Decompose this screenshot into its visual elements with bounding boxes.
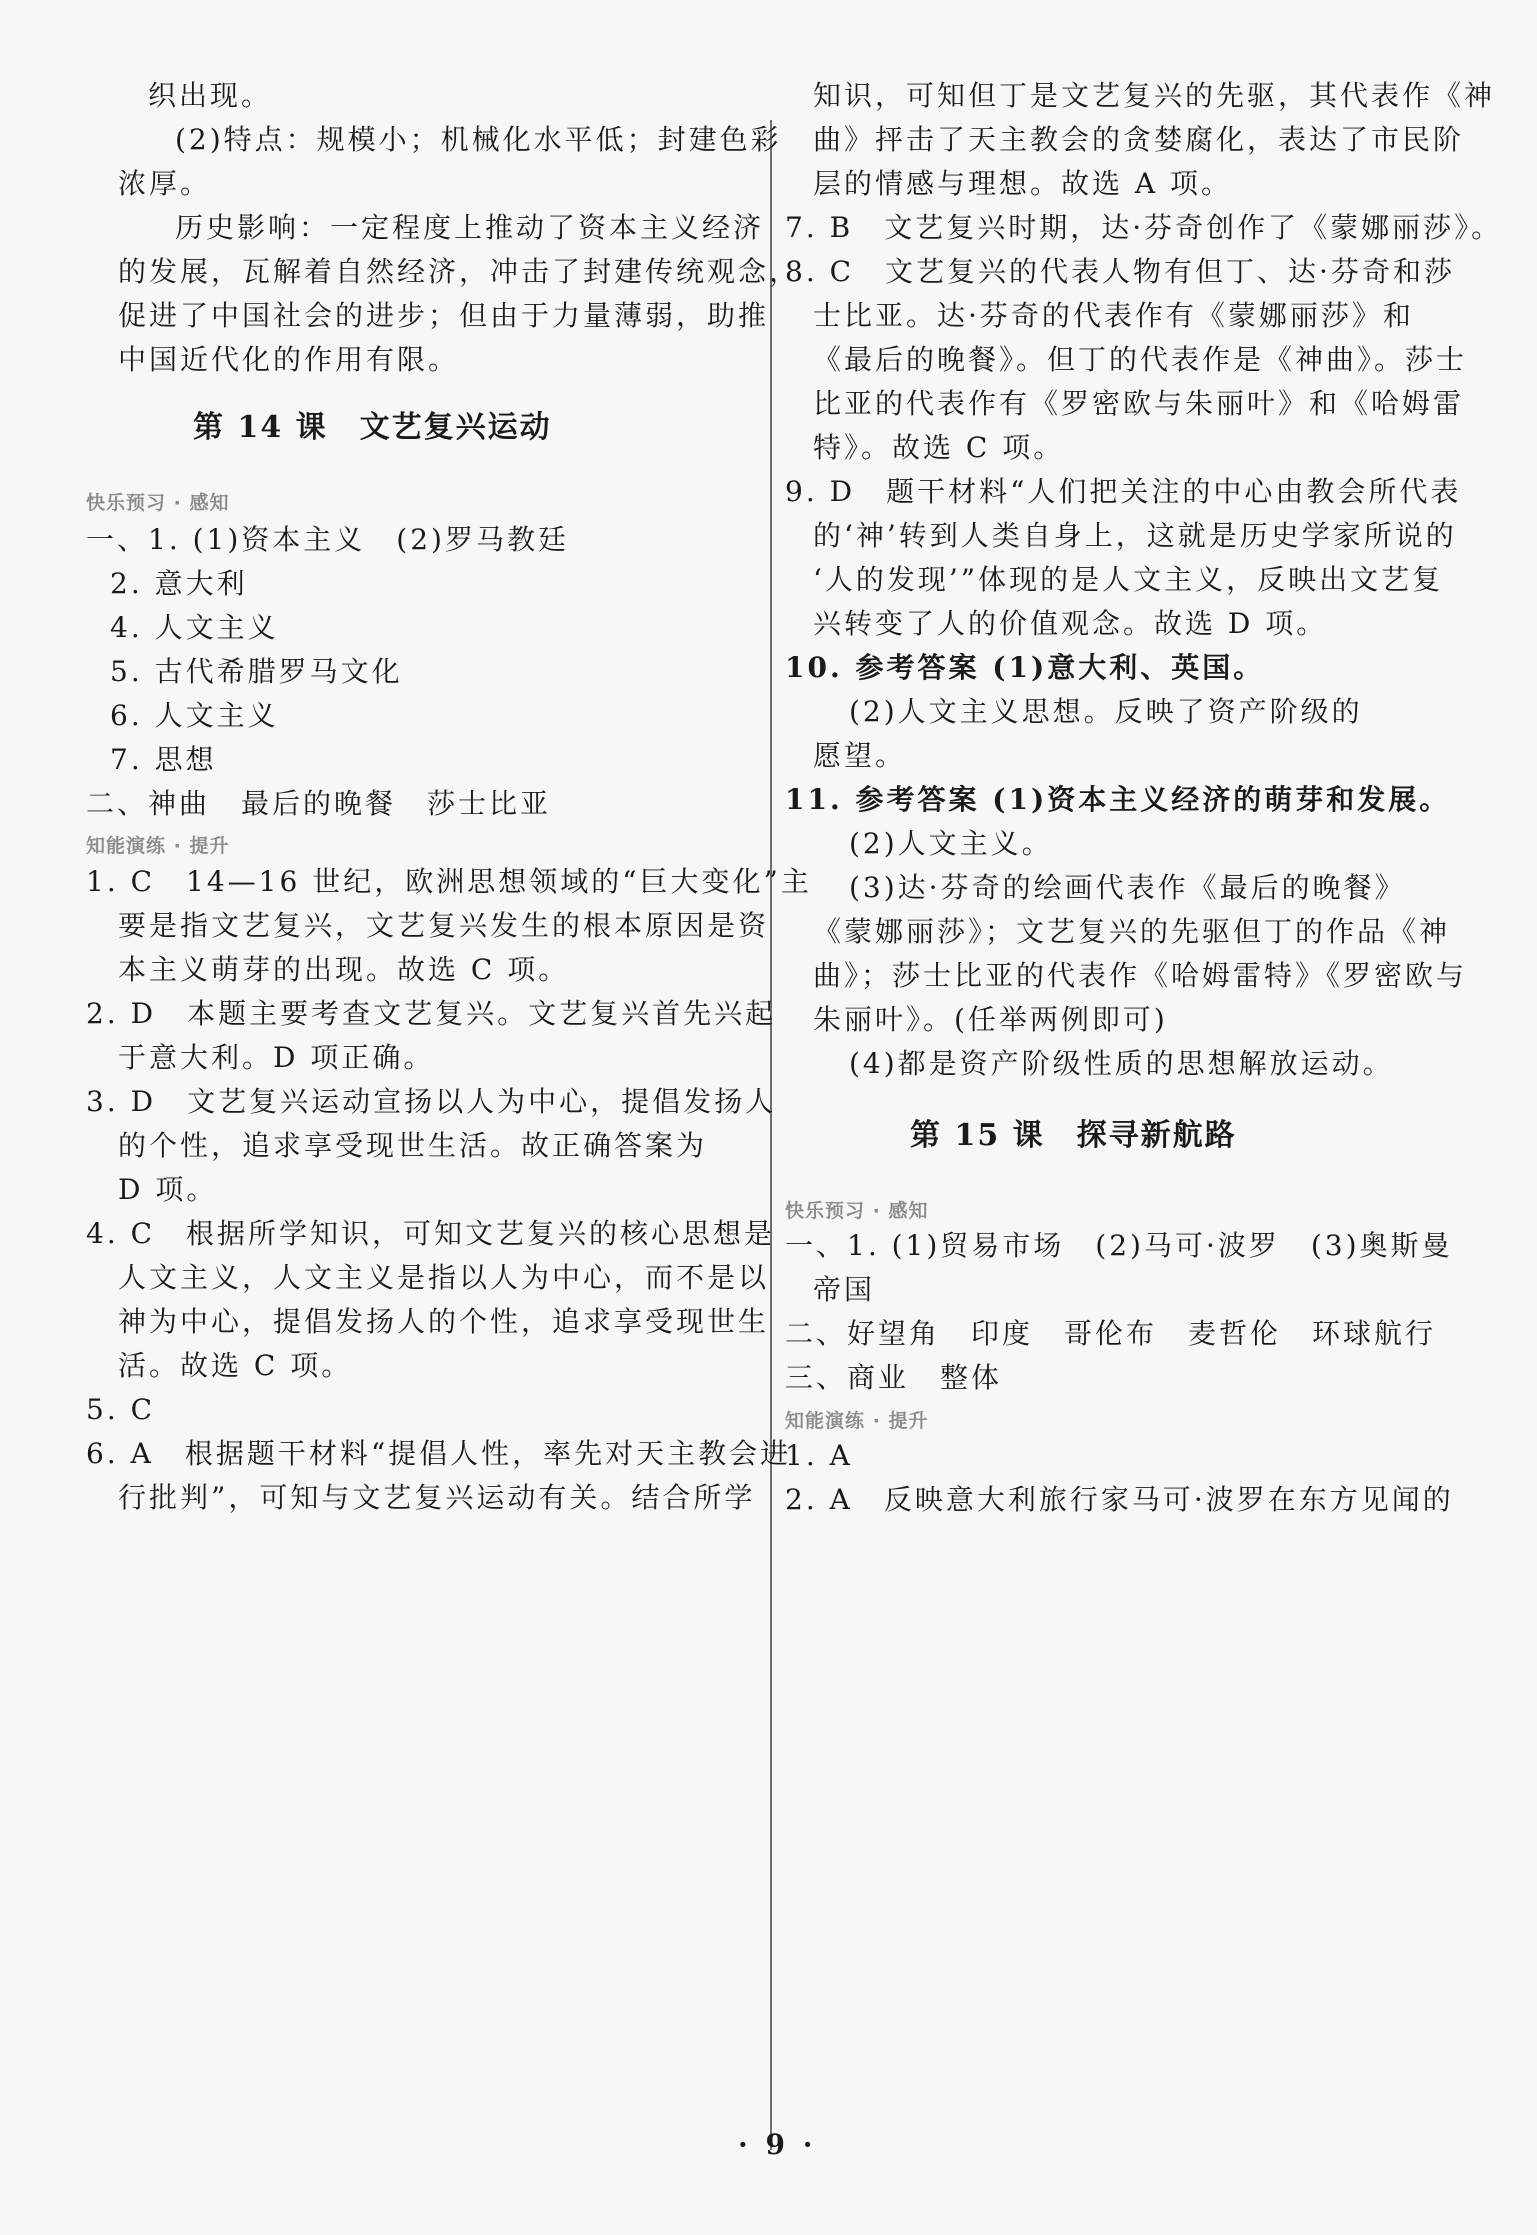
lesson-title: 第 14 课 文艺复兴运动 <box>193 410 552 445</box>
answer-line: 一、1. (1)贸易市场 (2)马可·波罗 (3)奥斯曼 <box>785 1229 1453 1262</box>
answer-line: 9. D 题干材料“人们把关注的中心由教会所代表 <box>785 475 1462 508</box>
text-line: 中国近代化的作用有限。 <box>118 343 460 376</box>
answer-line: 11. 参考答案 (1)资本主义经济的萌芽和发展。 <box>785 783 1451 816</box>
answer-line: 于意大利。D 项正确。 <box>118 1041 435 1074</box>
answer-line: 4. 人文主义 <box>110 611 279 644</box>
answer-line: 2. 意大利 <box>110 567 248 600</box>
answer-line: 1. A <box>785 1439 853 1472</box>
text-line: 愿望。 <box>813 739 907 772</box>
text-line: (2)人文主义思想。反映了资产阶级的 <box>849 695 1363 728</box>
answer-line: 6. 人文主义 <box>110 699 279 732</box>
text-line: 知识，可知但丁是文艺复兴的先驱，其代表作《神 <box>813 79 1496 112</box>
text-line: 《最后的晚餐》。但丁的代表作是《神曲》。莎士 <box>813 343 1468 376</box>
page-number: · 9 · <box>738 2128 817 2161</box>
answer-line: 帝国 <box>813 1273 876 1306</box>
answer-line: 二、好望角 印度 哥伦布 麦哲伦 环球航行 <box>785 1317 1437 1350</box>
answer-line: 2. D 本题主要考查文艺复兴。文艺复兴首先兴起 <box>86 997 777 1030</box>
answer-line: 5. 古代希腊罗马文化 <box>110 655 403 688</box>
answer-line: 一、1. (1)资本主义 (2)罗马教廷 <box>86 523 569 556</box>
answer-line: 神为中心，提倡发扬人的个性，追求享受现世生 <box>118 1305 770 1338</box>
text-line: 织出现。 <box>148 79 273 112</box>
text-line: 促进了中国社会的进步；但由于力量薄弱，助推 <box>118 299 770 332</box>
text-line: 浓厚。 <box>118 167 212 200</box>
text-line: 的‘神’转到人类自身上，这就是历史学家所说的 <box>813 519 1457 552</box>
lesson-title: 第 15 课 探寻新航路 <box>910 1118 1237 1153</box>
section-heading: 快乐预习 · 感知 <box>86 492 230 514</box>
answer-line: 1. C 14—16 世纪，欧洲思想领域的“巨大变化”主 <box>86 865 812 898</box>
text-line: 曲》；莎士比亚的代表作《哈姆雷特》《罗密欧与 <box>813 959 1468 992</box>
section-heading: 知能演练 · 提升 <box>86 835 230 857</box>
answer-line: 3. D 文艺复兴运动宣扬以人为中心，提倡发扬人 <box>86 1085 777 1118</box>
text-line: 兴转变了人的价值观念。故选 D 项。 <box>813 607 1328 640</box>
text-line: 特》。故选 C 项。 <box>813 431 1065 464</box>
text-line: (3)达·芬奇的绘画代表作《最后的晚餐》 <box>849 871 1406 904</box>
answer-line: 2. A 反映意大利旅行家马可·波罗在东方见闻的 <box>785 1483 1454 1516</box>
answer-line: 要是指文艺复兴，文艺复兴发生的根本原因是资 <box>118 909 770 942</box>
answer-line: 10. 参考答案 (1)意大利、英国。 <box>785 651 1265 684</box>
text-line: (4)都是资产阶级性质的思想解放运动。 <box>849 1047 1394 1080</box>
text-line: 历史影响：一定程度上推动了资本主义经济 <box>175 211 765 244</box>
answer-line: 6. A 根据题干材料“提倡人性，率先对天主教会进 <box>86 1437 792 1470</box>
answer-line: 7. 思想 <box>110 743 217 776</box>
column-divider <box>770 120 772 2150</box>
answer-line: 人文主义，人文主义是指以人为中心，而不是以 <box>118 1261 770 1294</box>
section-heading: 知能演练 · 提升 <box>785 1410 929 1432</box>
answer-line: 7. B 文艺复兴时期，达·芬奇创作了《蒙娜丽莎》。 <box>785 211 1503 244</box>
answer-line: 5. C <box>86 1393 156 1426</box>
answer-line: 二、神曲 最后的晚餐 莎士比亚 <box>86 787 552 820</box>
text-line: 《蒙娜丽莎》；文艺复兴的先驱但丁的作品《神 <box>813 915 1451 948</box>
text-line: 比亚的代表作有《罗密欧与朱丽叶》和《哈姆雷 <box>813 387 1465 420</box>
text-line: ‘人的发现’”体现的是人文主义，反映出文艺复 <box>813 563 1444 596</box>
answer-line: 活。故选 C 项。 <box>118 1349 353 1382</box>
text-line: 曲》抨击了天主教会的贪婪腐化，表达了市民阶 <box>813 123 1465 156</box>
text-line: 的发展，瓦解着自然经济，冲击了封建传统观念， <box>118 255 801 288</box>
text-line: (2)人文主义。 <box>849 827 1053 860</box>
text-line: (2)特点：规模小；机械化水平低；封建色彩 <box>175 123 782 156</box>
answer-line: 4. C 根据所学知识，可知文艺复兴的核心思想是 <box>86 1217 776 1250</box>
answer-line: 行批判”，可知与文艺复兴运动有关。结合所学 <box>118 1481 756 1514</box>
text-line: 士比亚。达·芬奇的代表作有《蒙娜丽莎》和 <box>813 299 1414 332</box>
answer-line: 8. C 文艺复兴的代表人物有但丁、达·芬奇和莎 <box>785 255 1455 288</box>
answer-line: 三、商业 整体 <box>785 1361 1003 1394</box>
text-line: 层的情感与理想。故选 A 项。 <box>813 167 1233 200</box>
answer-line: D 项。 <box>118 1173 218 1206</box>
section-heading: 快乐预习 · 感知 <box>785 1200 929 1222</box>
answer-line: 本主义萌芽的出现。故选 C 项。 <box>118 953 570 986</box>
answer-line: 的个性，追求享受现世生活。故正确答案为 <box>118 1129 708 1162</box>
text-line: 朱丽叶》。(任举两例即可) <box>813 1003 1168 1036</box>
